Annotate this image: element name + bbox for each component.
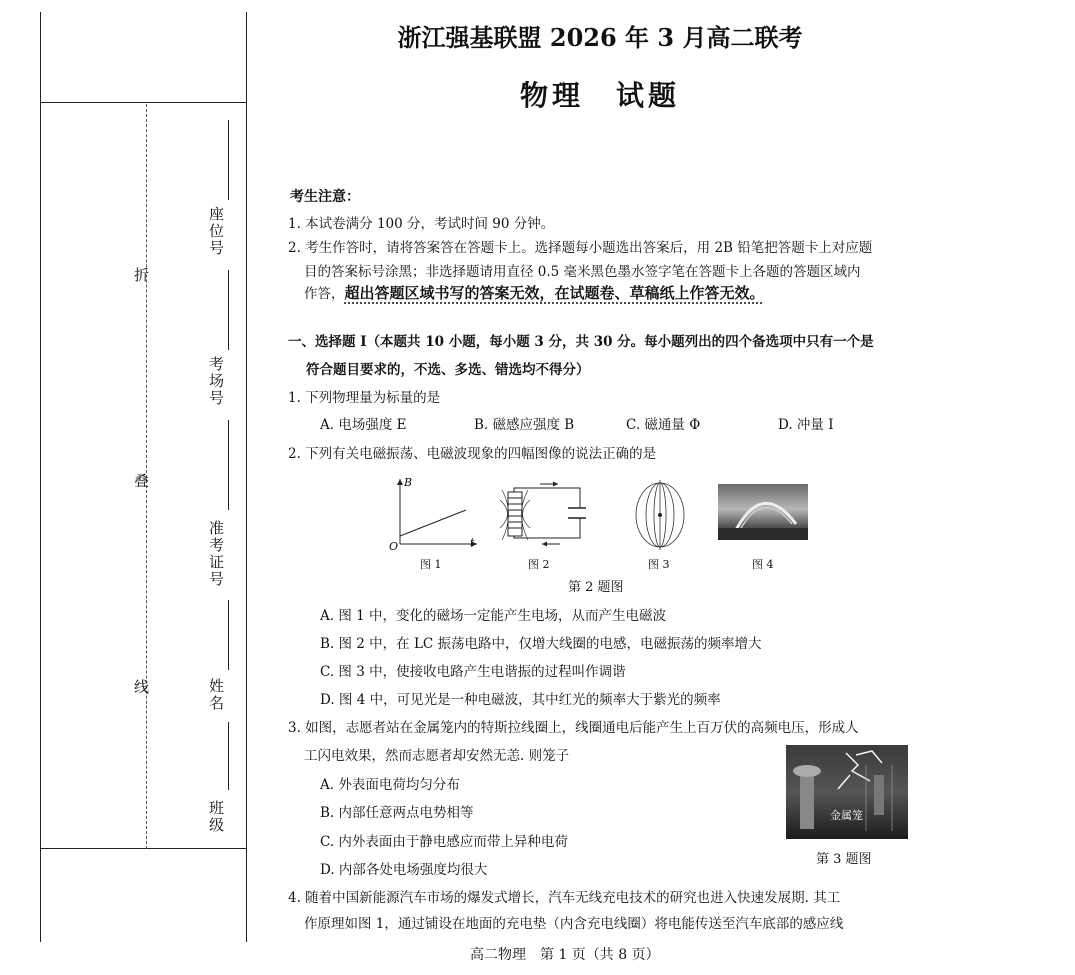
room-line	[228, 270, 229, 350]
page-footer: 高二物理 第 1 页（共 8 页）	[470, 947, 660, 963]
notice-item-1: 1. 本试卷满分 100 分，考试时间 90 分钟。	[288, 216, 555, 232]
name-line	[228, 600, 229, 670]
margin-top-divider	[40, 102, 247, 103]
q3-option-b: B. 内部任意两点电势相等	[320, 805, 474, 821]
q2-option-d: D. 图 4 中，可见光是一种电磁波，其中红光的频率大于紫光的频率	[320, 692, 721, 708]
q3-photo-label: 金属笼	[830, 809, 863, 822]
section1-line1: 一、选择题 Ⅰ（本题共 10 小题，每小题 3 分，共 30 分。每小题列出的四个备选项中只有一个是	[288, 334, 874, 350]
margin-left-border	[40, 12, 41, 942]
q1-option-a: A. 电场强度 E	[320, 417, 407, 433]
q2-fig1-caption: 图 1	[420, 558, 442, 571]
section1-line2: 符合题目要求的，不选、多选、错选均不得分）	[306, 362, 590, 378]
notice-heading: 考生注意：	[290, 189, 360, 205]
notice-item-2b: 目的答案标号涂黑；非选择题请用直径 0.5 毫米黑色墨水签字笔在答题卡上各题的答题区域内	[304, 264, 861, 280]
q2-figure-caption: 第 2 题图	[568, 580, 624, 595]
room-label: 考场号	[207, 356, 225, 407]
q2-fig1-axis-t: t	[470, 536, 475, 549]
class-line	[228, 722, 229, 790]
q2-figure-4-rainbow-photo	[718, 484, 808, 540]
exam-id-label: 准考证号	[207, 520, 225, 588]
q3-tesla-cage-photo	[786, 745, 908, 839]
name-label: 姓名	[207, 678, 225, 712]
q1-option-b: B. 磁感应强度 B	[474, 417, 575, 433]
margin-bottom-divider	[40, 848, 247, 849]
notice-item-2c-emphasis: 超出答题区域书写的答案无效，在试题卷、草稿纸上作答无效。	[344, 284, 765, 302]
exam-id-line	[228, 420, 229, 510]
q2-option-a: A. 图 1 中，变化的磁场一定能产生电场，从而产生电磁波	[320, 608, 667, 624]
exam-title: 浙江强基联盟 2026 年 3 月高二联考	[397, 23, 803, 52]
fold-char-2: 叠	[134, 472, 150, 490]
q3-stem-line1: 3. 如图，志愿者站在金属笼内的特斯拉线圈上，线圈通电后能产生上百万伏的高频电压，形成人	[288, 720, 859, 736]
q3-option-a: A. 外表面电荷均匀分布	[320, 777, 460, 793]
q2-stem: 2. 下列有关电磁振荡、电磁波现象的四幅图像的说法正确的是	[288, 446, 657, 462]
seat-label: 座位号	[207, 206, 225, 257]
notice-item-2c-pre: 作答，	[304, 286, 345, 302]
q4-stem-line2: 作原理如图 1，通过铺设在地面的充电垫（内含充电线圈）将电能传送至汽车底部的感应线	[304, 916, 844, 932]
fold-char-3: 线	[134, 678, 150, 696]
q4-stem-line1: 4. 随着中国新能源汽车市场的爆发式增长，汽车无线充电技术的研究也进入快速发展期. 其工	[288, 890, 841, 906]
q1-stem: 1. 下列物理量为标量的是	[288, 390, 441, 406]
q3-figure-caption: 第 3 题图	[816, 852, 872, 867]
class-label: 班级	[207, 800, 225, 834]
subject-title: 物理 试题	[519, 79, 680, 112]
q2-option-c: C. 图 3 中，使接收电路产生电谐振的过程叫作调谐	[320, 664, 626, 680]
q3-option-d: D. 内部各处电场强度均很大	[320, 862, 488, 878]
q3-option-c: C. 内外表面由于静电感应而带上异种电荷	[320, 834, 568, 850]
q2-fig1-axis-b: B	[404, 476, 413, 489]
seat-line	[228, 120, 229, 200]
fold-char-1: 折	[134, 266, 150, 284]
q3-stem-line2: 工闪电效果，然而志愿者却安然无恙. 则笼子	[304, 748, 570, 764]
notice-item-2a: 2. 考生作答时，请将答案答在答题卡上。选择题每小题选出答案后，用 2B 铅笔把答题卡上对应题	[288, 240, 873, 256]
q2-fig4-caption: 图 4	[752, 558, 774, 571]
q2-option-b: B. 图 2 中，在 LC 振荡电路中，仅增大线圈的电感，电磁振荡的频率增大	[320, 636, 762, 652]
q2-figure-2-lc-circuit	[500, 480, 586, 552]
notice-item-2c	[304, 282, 765, 303]
q2-fig2-caption: 图 2	[528, 558, 550, 571]
q1-option-c: C. 磁通量 Φ	[626, 417, 701, 433]
margin-right-border	[246, 12, 247, 942]
q2-fig1-origin: O	[389, 540, 399, 553]
q1-option-d: D. 冲量 I	[778, 417, 834, 433]
q2-figure-3-field-lines	[630, 476, 690, 554]
q2-fig3-caption: 图 3	[648, 558, 670, 571]
